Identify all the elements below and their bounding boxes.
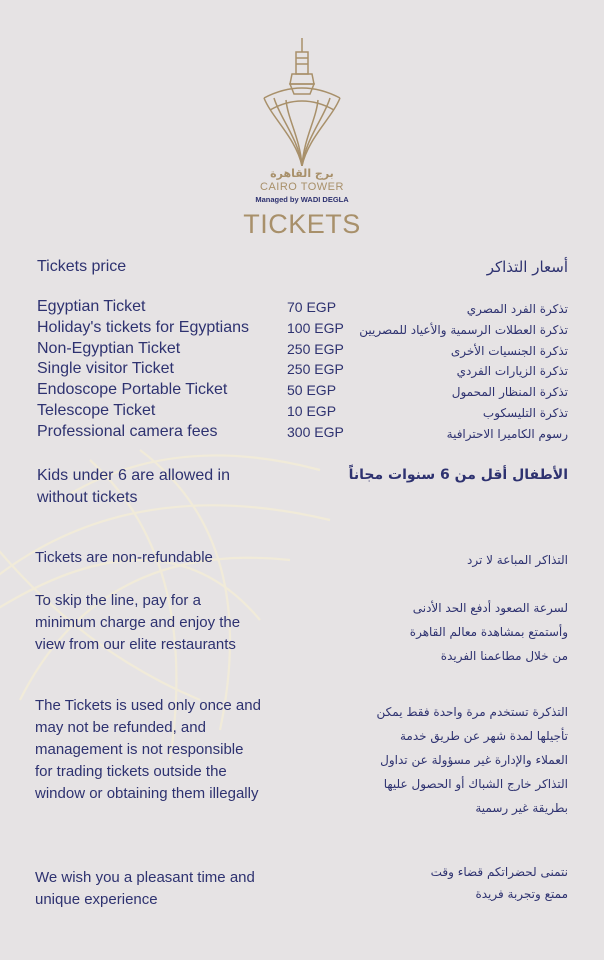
refund-note-en: Tickets are non-refundable <box>35 549 213 566</box>
ticket-name-ar: تذكرة الفرد المصري <box>466 302 568 316</box>
tower-icon <box>262 38 342 166</box>
ticket-name-ar: تذكرة الزيارات الفردي <box>456 364 568 379</box>
wish-note-en: We wish you a pleasant time and unique experience <box>35 869 255 908</box>
ticket-price: 70 EGP <box>287 299 337 315</box>
ticket-name-ar: تذكرة العطلات الرسمية والأعياد للمصريين <box>359 322 568 337</box>
refund-note-ar: التذاكر المباعة لا ترد <box>467 553 568 567</box>
cairo-tower-logo <box>0 38 604 166</box>
ticket-price: 300 EGP <box>287 423 344 440</box>
ticket-name: Single visitor Ticket <box>37 360 174 378</box>
price-row <box>37 381 347 402</box>
ticket-name: Egyptian Ticket <box>37 298 146 315</box>
prices-heading-en: Tickets price <box>37 258 127 275</box>
price-list <box>37 298 347 444</box>
price-row <box>37 319 347 340</box>
ticket-name-ar: تذكرة التليسكوب <box>482 405 568 420</box>
ticket-name: Professional camera fees <box>37 422 218 440</box>
ticket-price: 100 EGP <box>287 319 344 336</box>
wish-note-ar: نتمنى لحضراتكم قضاء وقت ممتع وتجربة فريدة <box>430 865 568 901</box>
ticket-price: 250 EGP <box>287 340 344 357</box>
ticket-name-ar: تذكرة المنظار المحمول <box>451 385 568 400</box>
ticket-name: Endoscope Portable Ticket <box>37 381 228 399</box>
price-row <box>37 340 347 361</box>
ticket-name-ar: رسوم الكاميرا الاحترافية <box>446 426 568 441</box>
price-row <box>37 360 347 381</box>
page-title: TICKETS <box>243 209 361 239</box>
ticket-name: Holiday's tickets for Egyptians <box>37 318 250 336</box>
skip-line-en: To skip the line, pay for a minimum charge and enjoy the view from our elite restaurants <box>35 592 241 653</box>
brand-english: CAIRO TOWER <box>260 181 344 193</box>
ticket-name: Telescope Ticket <box>37 401 156 419</box>
brand-arabic: برج القاهرة <box>270 167 334 180</box>
price-list-arabic <box>359 298 568 444</box>
price-row <box>37 423 347 444</box>
skip-line-ar: لسرعة الصعود أدفع الحد الأدنى وأستمتع بمشاهدة معالم القاهرة من خلال مطاعمنا الفريدة <box>409 601 568 663</box>
managed-by-text: Managed by WADI DEGLA <box>255 195 349 204</box>
usage-note-en: The Tickets is used only once and may not be refunded, and management is not responsible for trading tickets outside the window or obtaining them illegally <box>35 697 261 802</box>
ticket-price: 50 EGP <box>287 382 337 399</box>
ticket-name: Non-Egyptian Ticket <box>37 339 181 357</box>
prices-heading-ar: أسعار التذاكر <box>486 258 568 276</box>
price-row <box>37 402 347 423</box>
usage-note-ar: التذكرة تستخدم مرة واحدة فقط يمكن تأجيلها لمدة شهر عن طريق خدمة العملاء والإدارة غير مسؤولة عن تداول التذاكر خارج الشباك أو الحصول عليها بطريقة غير رسمية <box>376 705 568 815</box>
price-row <box>37 298 347 319</box>
ticket-price: 250 EGP <box>287 361 344 378</box>
kids-note-ar: الأطفال أقل من 6 سنوات مجاناً <box>348 467 568 483</box>
kids-note-en: Kids under 6 are allowed in without tickets <box>37 467 231 506</box>
ticket-price: 10 EGP <box>287 402 337 419</box>
ticket-name-ar: تذكرة الجنسيات الأخرى <box>450 343 568 358</box>
